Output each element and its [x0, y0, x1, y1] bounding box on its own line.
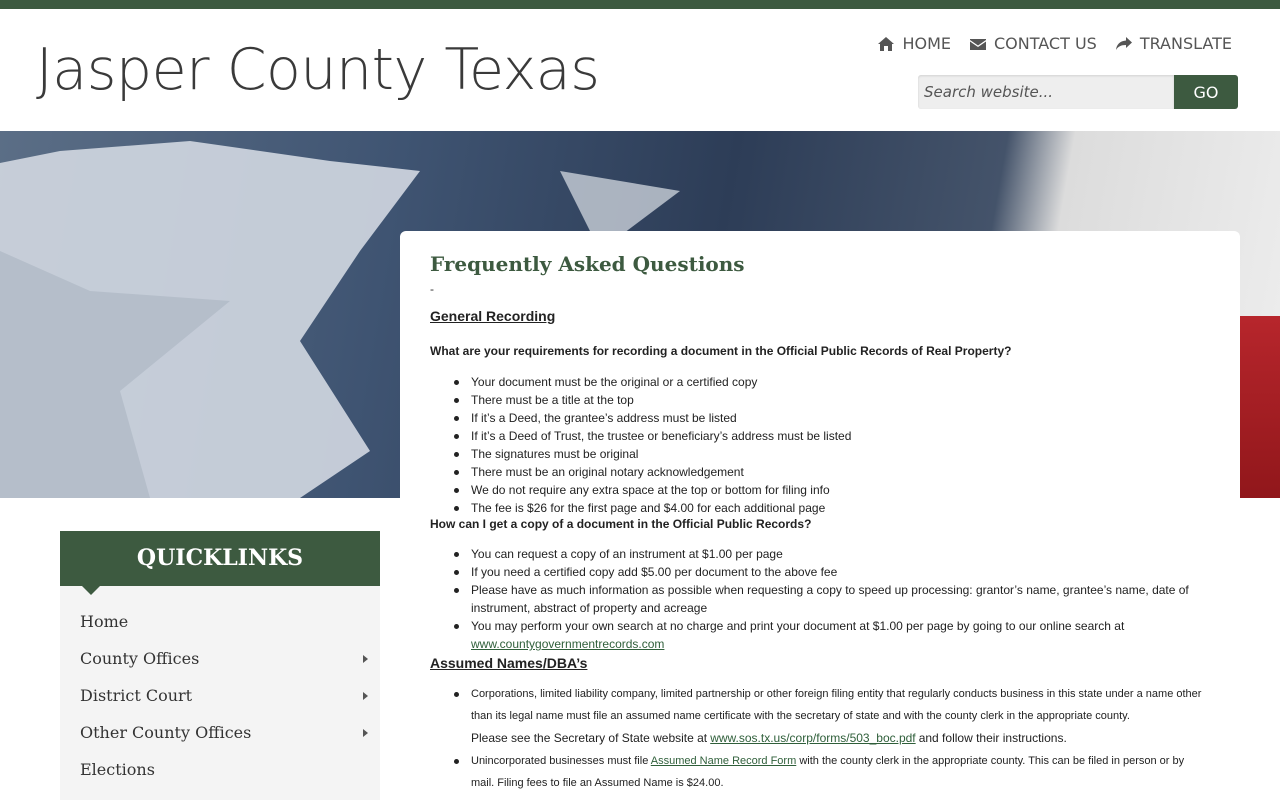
list-item: We do not require any extra space at the top or bottom for filing info	[454, 481, 1210, 499]
list-item: If it’s a Deed of Trust, the trustee or beneficiary’s address must be listed	[454, 427, 1210, 445]
assumed-name-form-link[interactable]: Assumed Name Record Form	[650, 755, 797, 767]
list-item: If it’s a Deed, the grantee’s address must be listed	[454, 409, 1210, 427]
faq-question: How can I get a copy of a document in the Official Public Records?	[430, 517, 812, 531]
list-item: The signatures must be original	[454, 445, 1210, 463]
list-item-text: You may perform your own search at no charge and print your document at $1.00 per page by going to our online search at	[471, 619, 1125, 633]
search-go-button[interactable]: GO	[1174, 75, 1238, 109]
list-item: You can request a copy of an instrument at $1.00 per page	[454, 545, 1210, 563]
dba-text: with the county clerk in the appropriate county. This can be filed in person or by mail. Filing fees to file an Assumed Name is $24.00.	[471, 755, 1185, 789]
quicklink-other-county-offices[interactable]	[60, 714, 380, 751]
list-item: There must be a title at the top	[454, 391, 1210, 409]
list-item	[454, 617, 1210, 653]
caret-right-icon	[363, 729, 368, 737]
quicklink-district-court[interactable]	[60, 677, 380, 714]
nav-translate-label: TRANSLATE	[1139, 34, 1232, 53]
faq-answer-list	[454, 373, 1210, 517]
quicklink-label: Elections	[80, 760, 155, 779]
site-header	[0, 9, 1280, 131]
list-item: Please have as much information as possible when requesting a copy to speed up processing: grantor’s name, grantee’s name, date of instrument, abstract of property and acreage	[454, 581, 1210, 617]
list-item: There must be an original notary acknowledgement	[454, 463, 1210, 481]
share-arrow-icon	[1115, 36, 1133, 52]
quicklink-label: District Court	[80, 686, 193, 705]
quicklink-label: Other County Offices	[80, 723, 252, 742]
section-heading-general-recording: General Recording	[430, 308, 556, 324]
nav-home[interactable]	[877, 34, 951, 53]
quicklink-home[interactable]	[60, 603, 380, 640]
top-navigation	[877, 34, 1232, 53]
envelope-icon	[969, 36, 987, 52]
faq-question: What are your requirements for recording a document in the Official Public Records of Real Property?	[430, 344, 1012, 358]
dba-text: Corporations, limited liability company, limited partnership or other foreign filing entity that regularly conducts business in this state under a name other than its legal name must file an assumed name certificate with the secretary of state and with the county clerk in the appropriate county.	[471, 688, 1202, 722]
list-item: If you need a certified copy add $5.00 per document to the above fee	[454, 563, 1210, 581]
section-heading-assumed-names: Assumed Names/DBA’s	[430, 655, 588, 671]
caret-right-icon	[363, 692, 368, 700]
sos-form-link[interactable]: www.sos.tx.us/corp/forms/503_boc.pdf	[710, 731, 916, 745]
home-icon	[877, 36, 895, 52]
dba-list	[454, 683, 1210, 794]
search-input[interactable]	[918, 75, 1174, 109]
site-search	[918, 75, 1238, 109]
faq-answer-list	[454, 545, 1210, 653]
faq-content-panel	[400, 231, 1240, 800]
dba-after-text: and follow their instructions.	[918, 731, 1067, 745]
list-item: Your document must be the original or a certified copy	[454, 373, 1210, 391]
quicklinks-heading: QUICKLINKS	[60, 531, 380, 586]
top-accent-bar	[0, 0, 1280, 9]
site-title[interactable]: Jasper County Texas	[36, 37, 600, 103]
dba-see-text: Please see the Secretary of State website at	[471, 731, 708, 745]
nav-home-label: HOME	[902, 34, 951, 53]
list-item	[454, 750, 1210, 794]
quicklinks-panel	[60, 531, 380, 800]
quicklink-label: County Offices	[80, 649, 200, 668]
caret-right-icon	[363, 655, 368, 663]
title-separator: -	[430, 282, 434, 296]
county-records-link[interactable]: www.countygovernmentrecords.com	[471, 637, 665, 651]
quicklink-county-offices[interactable]	[60, 640, 380, 677]
quicklink-elections[interactable]	[60, 751, 380, 788]
nav-contact-label: CONTACT US	[993, 34, 1097, 53]
list-item	[454, 683, 1210, 750]
dba-text: Unincorporated businesses must file	[471, 755, 649, 767]
page-title: Frequently Asked Questions	[430, 252, 745, 276]
list-item: The fee is $26 for the first page and $4.00 for each additional page	[454, 499, 1210, 517]
quicklinks-list	[60, 586, 380, 788]
quicklink-label: Home	[80, 612, 129, 631]
nav-contact-us[interactable]	[969, 34, 1097, 53]
nav-translate[interactable]	[1115, 34, 1232, 53]
